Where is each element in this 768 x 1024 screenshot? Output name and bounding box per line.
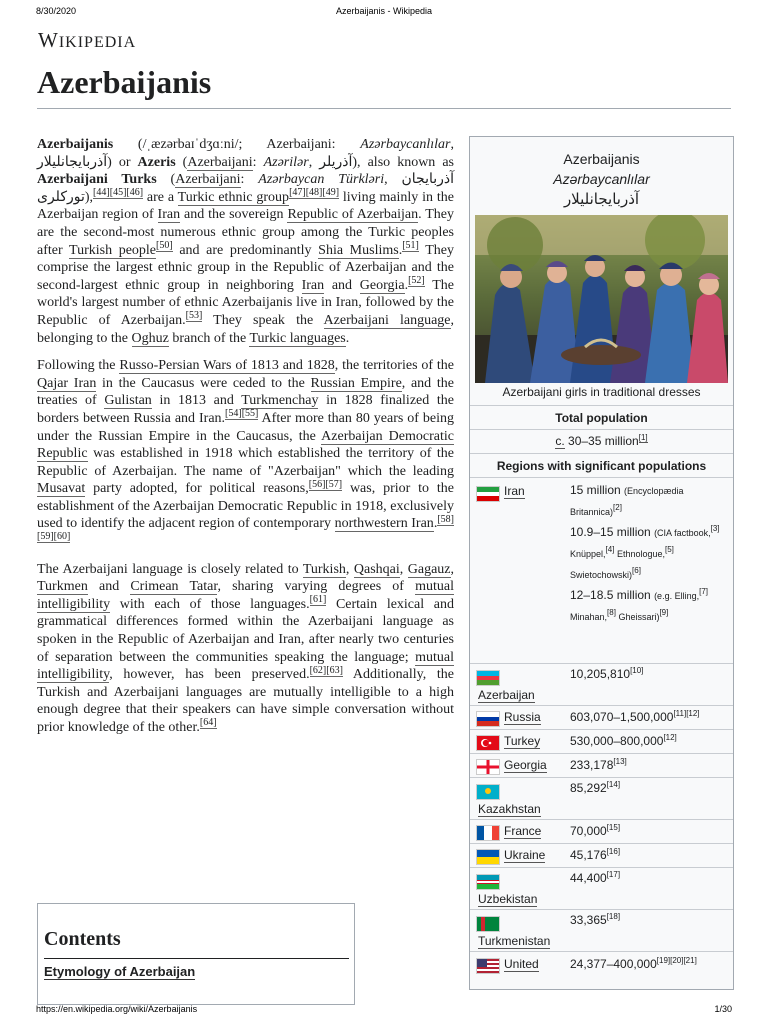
population-value [570, 664, 728, 684]
population-value [570, 707, 728, 727]
link-azerbaijani-language[interactable]: Azerbaijani language [323, 312, 451, 328]
text: 15 million [570, 483, 625, 497]
usa-flag-icon [476, 958, 500, 974]
text: 45,176 [570, 848, 607, 862]
table-of-contents [37, 903, 355, 1005]
ref-link[interactable]: [11][12] [673, 709, 700, 718]
ref-link[interactable]: [12] [663, 733, 677, 742]
text: The Azerbaijani language is closely related to [37, 561, 303, 577]
country-name[interactable]: Turkey [504, 734, 541, 748]
link-azerbaijani[interactable]: Azerbaijani [187, 154, 253, 170]
total-population-label: Total population [555, 411, 648, 425]
text: 30–35 million [564, 434, 639, 448]
ref-link[interactable]: [61] [309, 594, 327, 606]
text: and [87, 579, 131, 595]
russia-flag-icon [476, 711, 500, 727]
text: , however, has been preserved. [109, 667, 310, 683]
title-divider [37, 108, 731, 109]
link-turkish[interactable]: Turkish [302, 561, 346, 577]
text: with each of those languages. [110, 596, 310, 612]
text: branch of the [168, 330, 250, 346]
text: 530,000–800,000 [570, 734, 664, 748]
text: (/ˌæzərbaɪˈdʒɑːni/; Azerbaijani: [113, 137, 361, 152]
print-header [36, 6, 732, 20]
population-value [570, 868, 728, 888]
text: Certain lexical and grammatical differences formed within the Azerbaijani language as spoken in the Republic of Azerbaijan and Iran, after nearly two centuries of separation between the communities speaking the language; [37, 596, 454, 665]
photo-illustration [475, 215, 728, 383]
link-azerbaijani[interactable]: Azerbaijani [175, 172, 241, 188]
photo-caption: Azerbaijani girls in traditional dresses [502, 385, 701, 399]
text: 603,070–1,500,000 [570, 710, 674, 724]
bold-term: Azerbaijani Turks [37, 172, 157, 188]
print-footer [36, 1004, 732, 1018]
page-number: 1/30 [714, 1004, 732, 1014]
print-date: 8/30/2020 [36, 6, 77, 16]
ref-link[interactable]: [3] [710, 524, 720, 533]
text: , [399, 561, 408, 577]
regions-label: Regions with significant populations [496, 459, 707, 473]
link-turkic-languages[interactable]: Turkic languages [249, 330, 346, 346]
ref-link[interactable]: [51] [402, 239, 419, 251]
country-row-kazakhstan [470, 777, 733, 820]
ref-link[interactable]: [5] [664, 545, 674, 554]
population-value [570, 845, 728, 865]
toc-item-etymology[interactable]: Etymology of Azerbaijan [44, 964, 196, 979]
country-name[interactable]: Uzbekistan [478, 892, 538, 906]
source-text: Ethnologue, [614, 549, 665, 559]
text: , [345, 561, 354, 577]
ref-link[interactable]: [53] [185, 310, 203, 322]
print-url: https://en.wikipedia.org/wiki/Azerbaijanis [36, 1004, 198, 1014]
country-name[interactable]: United [504, 957, 539, 971]
ref-link[interactable]: [8] [607, 608, 616, 617]
text: . [345, 330, 350, 346]
sun-emblem [477, 785, 499, 799]
infobox-photo[interactable] [475, 215, 728, 383]
total-population-value [470, 434, 733, 448]
source-text: (CIA factbook, [654, 528, 711, 538]
infobox-native-name: Azərbaycanlılar [553, 171, 650, 187]
text: in 1828 finalized the borders between Russia and Iran. [37, 393, 454, 426]
text: They comprise the largest ethnic group in the Republic of Azerbaijan and the second-largest ethnic group in neighboring [37, 242, 454, 293]
link-mutual-intelligibility[interactable]: mutual intelligibility [37, 579, 454, 612]
ref-link[interactable]: [14] [606, 780, 621, 789]
infobox-name: Azerbaijanis [563, 151, 640, 167]
country-name[interactable]: Turkmenistan [478, 934, 551, 948]
link-qajar-iran[interactable]: Qajar Iran [37, 375, 97, 391]
link-turkic-ethnic-group[interactable]: Turkic ethnic group [177, 189, 290, 205]
link-azerbaijan-democratic-republic[interactable]: Azerbaijan Democratic Republic [37, 428, 454, 462]
country-name[interactable]: Georgia [504, 758, 547, 772]
link-russo-persian-wars[interactable]: Russo-Persian Wars of 1813 and 1828 [119, 358, 335, 374]
text: and [324, 277, 360, 293]
text: 70,000 [570, 824, 607, 838]
link-russian-empire[interactable]: Russian Empire [310, 375, 402, 391]
ref-link[interactable]: [62][63] [309, 664, 343, 676]
print-title: Azerbaijanis - Wikipedia [335, 6, 433, 16]
total-population-header [470, 405, 733, 430]
text: : [252, 154, 264, 170]
ref-link[interactable]: [18] [606, 912, 621, 921]
text: . [433, 516, 438, 532]
population-value [570, 910, 728, 930]
italic-term: Azərbaycan Türkləri [258, 172, 385, 188]
link-georgia[interactable]: Georgia [359, 277, 405, 293]
ref-link[interactable]: [4] [605, 545, 615, 554]
ref-link[interactable]: [17] [606, 870, 621, 879]
ref-link[interactable]: [9] [659, 608, 669, 617]
iran-estimates [570, 480, 728, 627]
wikipedia-wordmark[interactable] [38, 28, 136, 53]
country-name[interactable]: Russia [504, 710, 541, 724]
link-republic-of-azerbaijan[interactable]: Republic of Azerbaijan [287, 207, 419, 223]
text: 44,400 [570, 871, 607, 885]
text: , آذربایجان تورکلری), [37, 172, 455, 205]
iran-flag-icon [476, 486, 500, 502]
country-row-iran [470, 477, 733, 664]
intro-paragraph-3 [37, 561, 454, 737]
population-value [570, 755, 728, 775]
population-value [570, 954, 728, 974]
text: , آذربایجانلیلار) or [37, 137, 454, 170]
country-row-ukraine [470, 843, 733, 868]
infobox-arabic-name: آذربایجانلیلار [563, 190, 640, 208]
text: party adopted, for political reasons, [85, 481, 309, 497]
georgia-cross [477, 760, 499, 774]
link-crimean-tatar[interactable]: Crimean Tatar [130, 579, 218, 595]
country-row-turkmenistan [470, 909, 733, 952]
text: in 1813 and [151, 393, 242, 409]
link-oghuz[interactable]: Oghuz [131, 330, 169, 346]
text: The world's largest number of ethnic Azerbaijanis live in Iran, followed by the Republic of Azerbaijan. [37, 277, 454, 328]
total-population-row [470, 429, 733, 454]
country-name[interactable]: Kazakhstan [478, 802, 541, 816]
text: and the sovereign [180, 207, 288, 223]
infobox-header [470, 137, 733, 209]
link-mutual-intelligibility[interactable]: mutual intelligibility [37, 649, 454, 683]
country-row-georgia [470, 753, 733, 778]
text: , the territories of the [334, 358, 454, 374]
text: 85,292 [570, 781, 607, 795]
regions-header [470, 453, 733, 478]
country-name[interactable]: Ukraine [504, 848, 546, 862]
country-row-france [470, 819, 733, 844]
turkey-flag-icon [476, 735, 500, 751]
text: , [450, 561, 455, 577]
infobox [469, 136, 734, 990]
crescent-star [477, 736, 499, 750]
georgia-flag-icon [476, 759, 500, 775]
country-row-united-states [470, 951, 733, 988]
country-name[interactable]: Iran [504, 484, 525, 498]
country-name[interactable]: Azerbaijan [478, 688, 535, 702]
ref-link[interactable]: [7] [699, 587, 708, 596]
italic-term: Azərbaycanlılar [360, 137, 451, 152]
ref-link[interactable]: [15] [606, 823, 621, 832]
text: . [404, 277, 409, 293]
link-qashqai[interactable]: Qashqai [353, 561, 400, 577]
link-gulistan[interactable]: Gulistan [104, 393, 152, 409]
country-name[interactable]: France [504, 824, 542, 838]
country-row-turkey [470, 729, 733, 754]
text: Additionally, the Turkish and Azerbaijani languages are mutually intelligible to a high enough degree that their speakers can have simple conversation without prior knowledge of the other. [37, 667, 454, 735]
text: 24,377–400,000 [570, 957, 657, 971]
italic-term: Azərilər [263, 154, 309, 170]
ref-link[interactable]: [1] [638, 433, 648, 442]
source-text: (Encyclopædia Britannica) [570, 486, 684, 517]
text: They speak the [202, 312, 324, 328]
text: , and the treaties of [37, 375, 454, 409]
country-row-russia [470, 705, 733, 730]
uzbekistan-flag-icon [476, 874, 500, 890]
ref-link[interactable]: [47][48][49] [289, 187, 340, 199]
ref-link[interactable]: [10] [630, 666, 644, 675]
azerbaijan-flag-icon [476, 670, 500, 686]
link-iran[interactable]: Iran [157, 207, 181, 223]
source-text: Gheissari) [615, 612, 660, 622]
bold-term: Azeris [137, 154, 176, 170]
text: was, prior to the establishment of the Azerbaijan Democratic Republic in 1918, exclusively used to identify the adjacent region of contemporary [37, 481, 454, 532]
intro-paragraph-2 [37, 357, 454, 551]
text: 12–18.5 million [570, 588, 655, 602]
link-turkish-people[interactable]: Turkish people [69, 242, 157, 258]
text: , belonging to the [37, 312, 454, 346]
text: ( [175, 154, 188, 170]
link-musavat[interactable]: Musavat [37, 481, 86, 497]
wordmark-initial: W [38, 28, 59, 52]
ref-link[interactable]: [6] [632, 566, 641, 575]
population-value [570, 821, 728, 841]
page-title: Azerbaijanis [37, 64, 212, 100]
ref-link[interactable]: [16] [606, 847, 621, 856]
intro-paragraph-1 [37, 136, 454, 347]
text: ( [156, 172, 176, 188]
link-turkmenchay[interactable]: Turkmenchay [241, 393, 319, 409]
text: was established in 1918 which established the territory of the Republic of Azerbaijan. The name of "Azerbaijan" which the leading [37, 446, 454, 479]
ref-link[interactable]: [19][20][21] [656, 956, 697, 965]
link-northwestern-iran[interactable]: northwestern Iran [334, 516, 434, 532]
text: . [398, 242, 403, 258]
text: 10.9–15 million [570, 525, 655, 539]
text: After more than 80 years of being under the Russian Empire in the Caucasus, the [37, 410, 454, 444]
wordmark-rest: IKIPEDIA [58, 34, 137, 51]
text: are a [143, 189, 178, 205]
link-iran[interactable]: Iran [301, 277, 325, 293]
source-text: Swietochowski) [570, 570, 633, 580]
text: : [240, 172, 259, 188]
text: Following the [37, 358, 120, 374]
country-row-azerbaijan [470, 663, 733, 706]
bold-term: Azerbaijanis [37, 137, 114, 152]
country-row-uzbekistan [470, 867, 733, 910]
france-flag-icon [476, 825, 500, 841]
ref-link[interactable]: [54][55] [225, 408, 259, 420]
population-value [570, 731, 728, 751]
source-text: (e.g. Elling, [654, 591, 700, 601]
circa-link[interactable]: c. [555, 434, 565, 448]
toc-divider [44, 958, 349, 959]
text: , آذریلر), also known as [308, 154, 455, 170]
text: living mainly in the Azerbaijan region of [37, 189, 454, 223]
source-text: Knüppel, [570, 549, 606, 559]
ref-link[interactable]: [50] [156, 239, 173, 251]
ref-link[interactable]: [56][57] [308, 478, 343, 490]
text: , sharing varying degrees of [217, 579, 416, 595]
link-gagauz[interactable]: Gagauz [407, 561, 451, 577]
source-text: Minahan, [570, 612, 608, 622]
population-value [570, 778, 728, 798]
link-shia-muslims[interactable]: Shia Muslims [318, 242, 399, 258]
article-body [37, 136, 454, 747]
toc-title: Contents [44, 928, 121, 950]
turkmenistan-flag-icon [476, 916, 500, 932]
ref-link[interactable]: [44][45][46] [93, 187, 144, 199]
text: in the Caucasus were ceded to the [96, 375, 311, 391]
ref-link[interactable]: [13] [613, 757, 627, 766]
text: . They are the second-most numerous ethnic group among the Turkic peoples after [37, 207, 455, 258]
text: and are predominantly [172, 242, 319, 258]
ref-link[interactable]: [2] [613, 503, 622, 512]
kazakhstan-flag-icon [476, 784, 500, 800]
ref-link[interactable]: [64] [199, 717, 217, 729]
text: 233,178 [570, 758, 614, 772]
ukraine-flag-icon [476, 849, 500, 865]
ref-link[interactable]: [58][59][60] [37, 513, 454, 543]
text: 10,205,810 [570, 667, 631, 681]
text: 33,365 [570, 913, 607, 927]
link-turkmen[interactable]: Turkmen [37, 579, 88, 595]
ref-link[interactable]: [52] [408, 275, 425, 287]
